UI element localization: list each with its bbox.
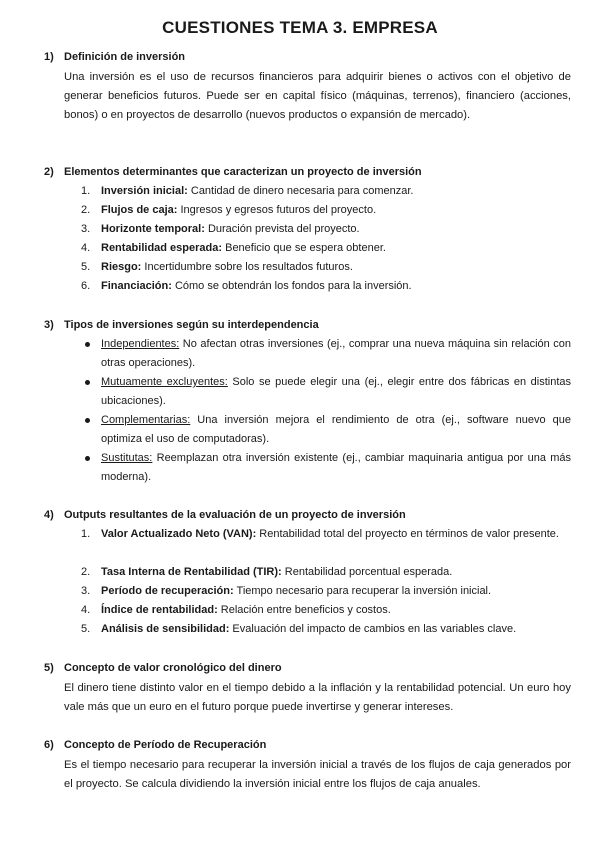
item-description: No afectan otras inversiones (ej., comprar una nueva máquina sin relación con otras operaciones). — [101, 338, 571, 369]
section-heading — [44, 661, 282, 676]
item-description: Duración prevista del proyecto. — [204, 223, 360, 235]
section-number: 4) — [44, 509, 54, 521]
item-number: 3. — [81, 223, 91, 235]
item-term: Complementarias: — [101, 414, 191, 426]
item-term: Riesgo: — [101, 261, 142, 273]
section-title: Tipos de inversiones según su interdependencia — [64, 319, 319, 331]
document-title: CUESTIONES TEMA 3. EMPRESA — [162, 18, 438, 37]
item-term: Período de recuperación: — [101, 585, 234, 597]
item-number: 4. — [81, 242, 91, 254]
item-number: 1. — [81, 185, 91, 197]
section-number: 1) — [44, 51, 54, 63]
section-title: Concepto de Período de Recuperación — [64, 739, 267, 751]
item-term: Índice de rentabilidad: — [101, 604, 218, 616]
item-description: Una inversión mejora el rendimiento de otra (ej., software nuevo que optimiza el uso de computadoras). — [101, 414, 571, 445]
section-heading — [44, 508, 406, 523]
item-description: Beneficio que se espera obtener. — [222, 242, 386, 254]
item-number: 1. — [81, 528, 91, 540]
section-heading — [44, 165, 422, 180]
item-description: Tiempo necesario para recuperar la inversión inicial. — [233, 585, 492, 597]
item-term: Mutuamente excluyentes: — [101, 376, 228, 388]
item-term: Flujos de caja: — [101, 204, 178, 216]
item-number: 4. — [81, 604, 91, 616]
item-number: 2. — [81, 566, 91, 578]
list-item — [0, 335, 600, 373]
item-term: Sustitutas: — [101, 452, 153, 464]
item-term: Independientes: — [101, 338, 180, 350]
item-term: Inversión inicial: — [101, 185, 188, 197]
section-number: 3) — [44, 319, 54, 331]
item-description: Relación entre beneficios y costos. — [217, 604, 391, 616]
item-number: 6. — [81, 280, 91, 292]
section-heading — [44, 318, 319, 333]
item-description: Rentabilidad porcentual esperada. — [281, 566, 453, 578]
section-heading — [44, 738, 266, 753]
item-description: Rentabilidad total del proyecto en términos de valor presente. — [256, 528, 559, 540]
item-term: Horizonte temporal: — [101, 223, 205, 235]
section-number: 6) — [44, 739, 54, 751]
section-number: 5) — [44, 662, 54, 674]
section-paragraph: El dinero tiene distinto valor en el tiempo debido a la inflación y la rentabilidad potencial. Un euro hoy vale más que un euro en el futuro porque puede invertirse y generar intereses. — [64, 682, 571, 713]
list-item — [0, 449, 600, 487]
item-number: 3. — [81, 585, 91, 597]
section-paragraph: Es el tiempo necesario para recuperar la inversión inicial a través de los flujos de caja generados por el proyecto. Se calcula dividiendo la inversión inicial entre los flujos de caja anuales. — [64, 759, 571, 790]
item-term: Análisis de sensibilidad: — [101, 623, 230, 635]
list-item — [0, 525, 600, 563]
item-description: Incertidumbre sobre los resultados futuros. — [141, 261, 353, 273]
section-title: Elementos determinantes que caracterizan un proyecto de inversión — [64, 166, 422, 178]
item-term: Financiación: — [101, 280, 172, 292]
item-description: Cantidad de dinero necesaria para comenzar. — [187, 185, 414, 197]
section-heading — [44, 50, 185, 65]
item-term: Rentabilidad esperada: — [101, 242, 223, 254]
item-description: Reemplazan otra inversión existente (ej., cambiar maquinaria antigua por una más moderna). — [101, 452, 571, 483]
item-description: Cómo se obtendrán los fondos para la inversión. — [171, 280, 412, 292]
item-term: Valor Actualizado Neto (VAN): — [101, 528, 257, 540]
section-number: 2) — [44, 166, 54, 178]
item-description: Evaluación del impacto de cambios en las variables clave. — [229, 623, 517, 635]
section-title: Outputs resultantes de la evaluación de un proyecto de inversión — [64, 509, 406, 521]
list-item — [0, 411, 600, 449]
item-term: Tasa Interna de Rentabilidad (TIR): — [101, 566, 282, 578]
section-paragraph: Una inversión es el uso de recursos financieros para adquirir bienes o activos con el objetivo de generar beneficios futuros. Puede ser en capital físico (máquinas, terrenos), financiero (acciones, bonos) o en proyectos de desarrollo (nuevos productos o expansión de mercado). — [64, 71, 571, 121]
list-item — [0, 373, 600, 411]
item-number: 5. — [81, 261, 91, 273]
section-title: Concepto de valor cronológico del dinero — [64, 662, 282, 674]
item-number: 2. — [81, 204, 91, 216]
item-description: Ingresos y egresos futuros del proyecto. — [177, 204, 377, 216]
item-description: Solo se puede elegir una (ej., elegir entre dos fábricas en distintas ubicaciones). — [101, 376, 571, 407]
section-title: Definición de inversión — [64, 51, 186, 63]
item-number: 5. — [81, 623, 91, 635]
